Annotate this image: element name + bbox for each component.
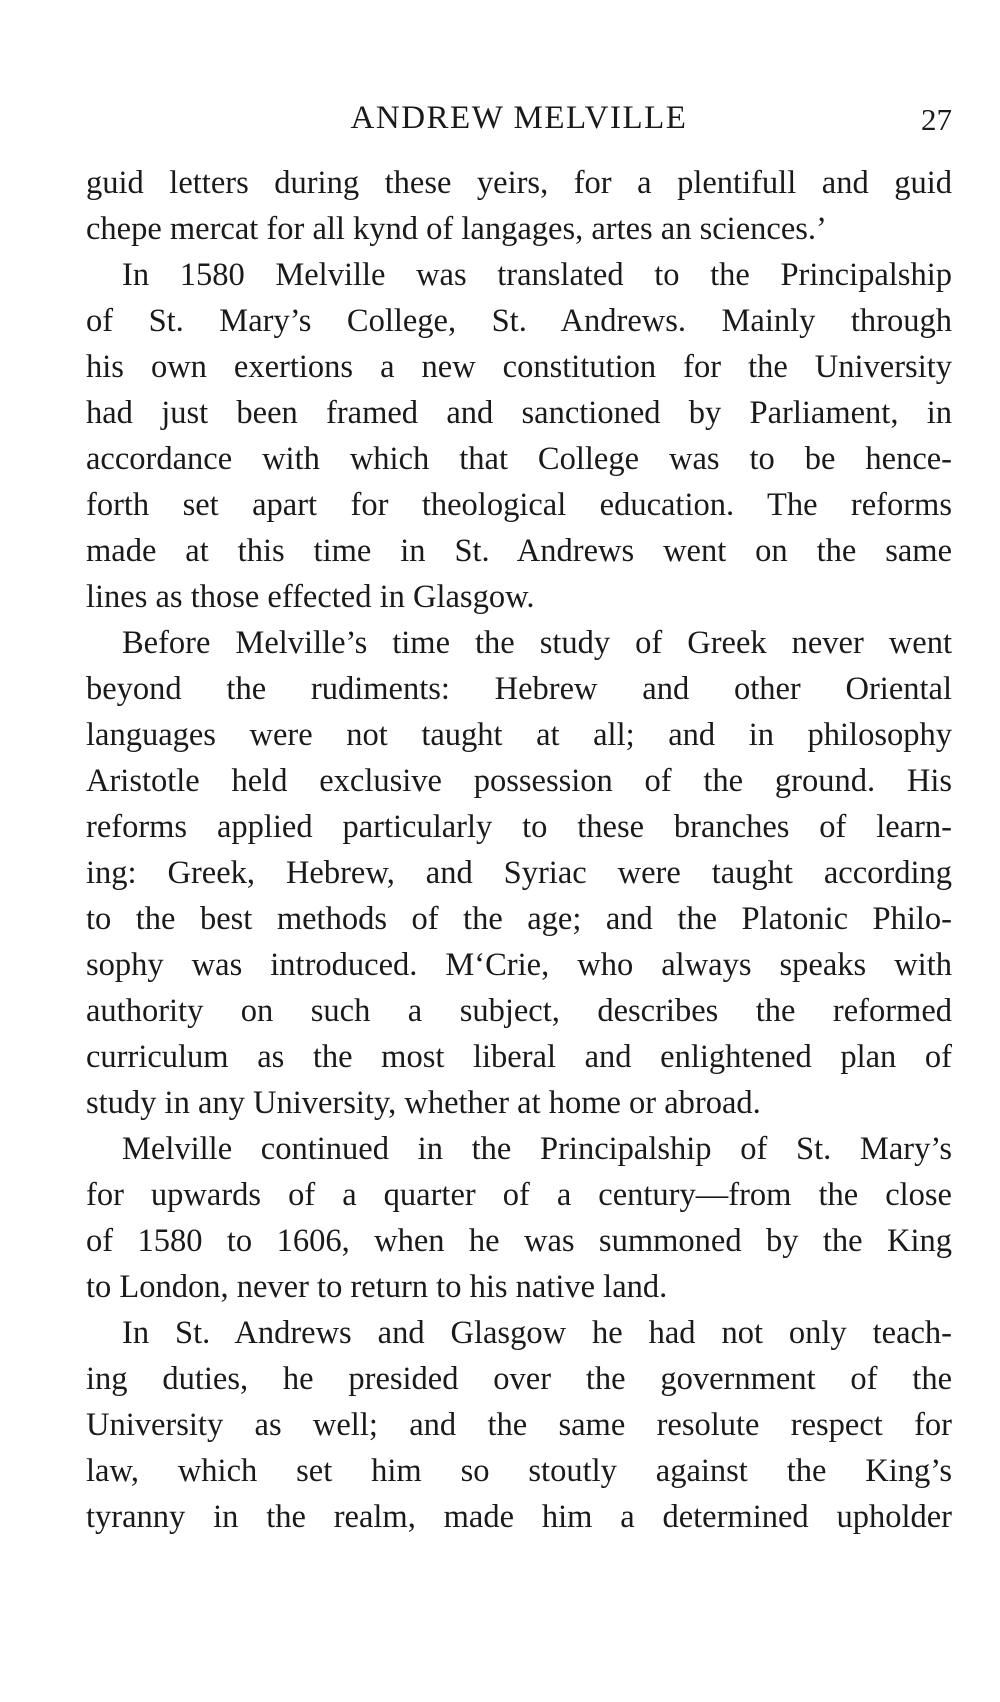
text-line: University as well; and the same resolute respect for	[86, 1407, 952, 1443]
text-line: Before Melville’s time the study of Greek never went	[122, 625, 952, 661]
running-title: ANDREW MELVILLE	[350, 100, 688, 136]
text-line: In St. Andrews and Glasgow he had not only teach-	[122, 1315, 952, 1351]
text-line: forth set apart for theological education. The reforms	[86, 487, 952, 523]
text-line: of St. Mary’s College, St. Andrews. Mainly through	[86, 303, 952, 339]
paragraph-3	[86, 620, 952, 1126]
text-line: sophy was introduced. M‘Crie, who always speaks with	[86, 947, 952, 983]
paragraph-1	[86, 160, 952, 252]
paragraph-5	[86, 1310, 952, 1540]
text-line: languages were not taught at all; and in philosophy	[86, 717, 952, 753]
text-line: law, which set him so stoutly against the King’s	[86, 1453, 952, 1489]
text-line: chepe mercat for all kynd of langages, artes an sciences.’	[86, 211, 827, 247]
text-line: study in any University, whether at home or abroad.	[86, 1085, 761, 1121]
text-line: beyond the rudiments: Hebrew and other Oriental	[86, 671, 952, 707]
text-line: tyranny in the realm, made him a determined upholder	[86, 1499, 952, 1535]
text-line: In 1580 Melville was translated to the Principalship	[122, 257, 952, 293]
text-line: ing: Greek, Hebrew, and Syriac were taught according	[86, 855, 952, 891]
text-line: Melville continued in the Principalship of St. Mary’s	[122, 1131, 952, 1167]
text-line: for upwards of a quarter of a century—from the close	[86, 1177, 952, 1213]
text-line: his own exertions a new constitution for the University	[86, 349, 952, 385]
text-line: authority on such a subject, describes the reformed	[86, 993, 952, 1029]
page-number: 27	[921, 102, 952, 137]
text-line: ing duties, he presided over the government of the	[86, 1361, 952, 1397]
paragraph-4	[86, 1126, 952, 1310]
text-line: to the best methods of the age; and the Platonic Philo-	[86, 901, 952, 937]
text-line: accordance with which that College was to be hence-	[86, 441, 952, 477]
text-line: curriculum as the most liberal and enlightened plan of	[86, 1039, 952, 1075]
text-line: to London, never to return to his native land.	[86, 1269, 668, 1305]
running-head	[86, 96, 952, 140]
text-line: guid letters during these yeirs, for a plentifull and guid	[86, 165, 952, 201]
text-line: Aristotle held exclusive possession of the ground. His	[86, 763, 952, 799]
text-line: made at this time in St. Andrews went on the same	[86, 533, 952, 569]
text-line: had just been framed and sanctioned by Parliament, in	[86, 395, 952, 431]
body-text	[86, 160, 952, 1540]
paragraph-2	[86, 252, 952, 620]
text-line: lines as those effected in Glasgow.	[86, 579, 535, 615]
text-line: reforms applied particularly to these branches of learn-	[86, 809, 952, 845]
text-line: of 1580 to 1606, when he was summoned by the King	[86, 1223, 952, 1259]
